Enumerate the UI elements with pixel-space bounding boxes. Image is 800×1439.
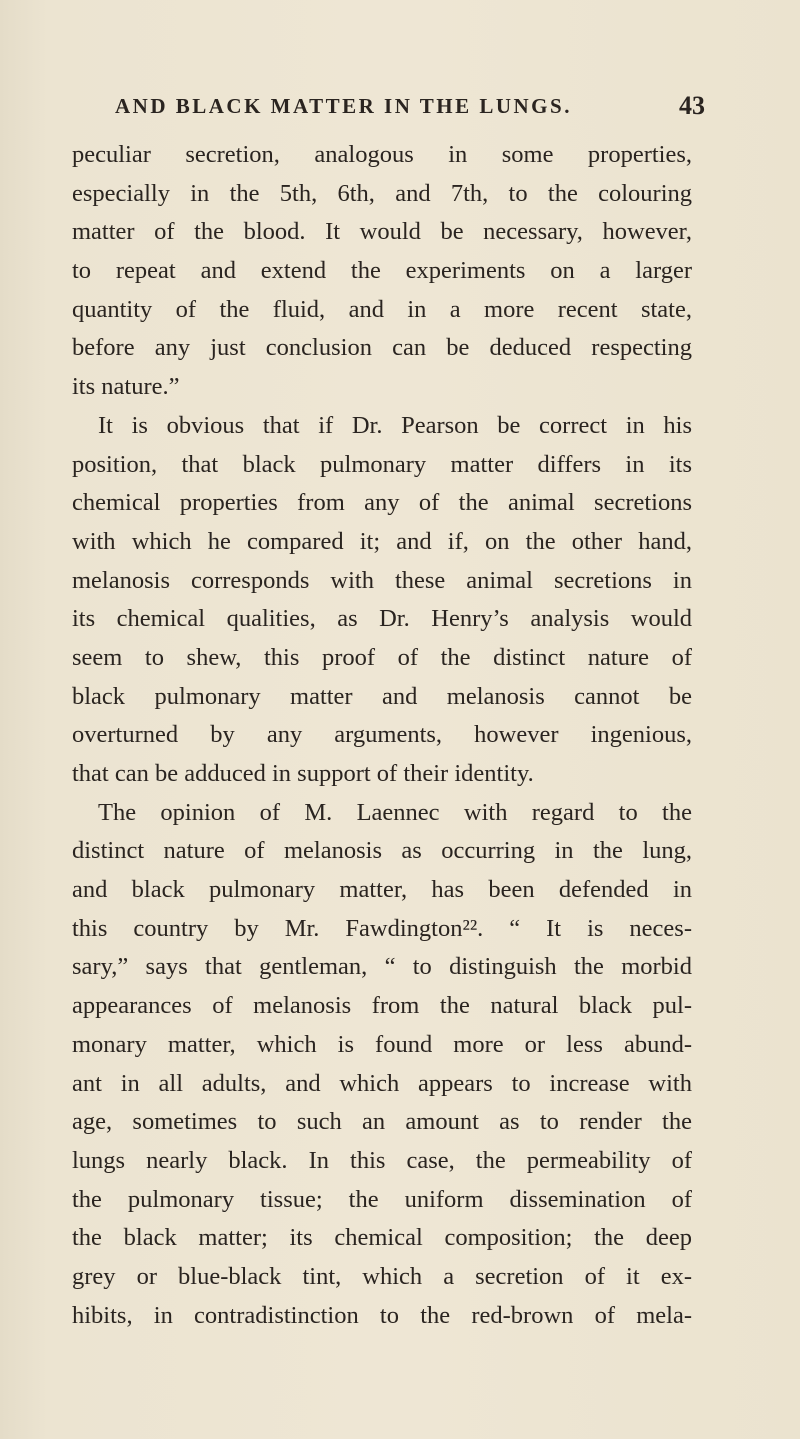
text-line: overturned by any arguments, however ingenious,	[72, 721, 692, 749]
text-line: this country by Mr. Fawdington²². “ It is neces-	[72, 914, 692, 942]
text-line: especially in the 5th, 6th, and 7th, to the colouring	[72, 179, 692, 207]
text-line: grey or blue-black tint, which a secretion of it ex-	[72, 1262, 692, 1290]
text-line: black pulmonary matter and melanosis cannot be	[72, 682, 692, 710]
text-line: quantity of the fluid, and in a more recent state,	[72, 295, 692, 323]
text-line: its chemical qualities, as Dr. Henry’s analysis would	[72, 605, 692, 633]
text-line: melanosis corresponds with these animal secretions in	[72, 566, 692, 594]
text-line: position, that black pulmonary matter differs in its	[72, 450, 692, 478]
text-line: its nature.”	[72, 373, 180, 401]
text-line: ant in all adults, and which appears to increase with	[72, 1069, 692, 1097]
page-number: 43	[679, 91, 705, 120]
text-line: lungs nearly black. In this case, the permeability of	[72, 1146, 692, 1174]
text-line: the black matter; its chemical composition; the deep	[72, 1224, 692, 1252]
text-line: hibits, in contradistinction to the red-brown of mela-	[72, 1301, 692, 1329]
text-line: sary,” says that gentleman, “ to distinguish the morbid	[72, 953, 692, 981]
text-line: before any just conclusion can be deduced respecting	[72, 334, 692, 362]
running-title: AND BLACK MATTER IN THE LUNGS.	[115, 94, 572, 118]
text-line: appearances of melanosis from the natural black pul-	[72, 992, 692, 1020]
text-line: the pulmonary tissue; the uniform dissemination of	[72, 1185, 692, 1213]
text-line: and black pulmonary matter, has been defended in	[72, 876, 692, 904]
text-line: that can be adduced in support of their identity.	[72, 760, 534, 787]
text-line: distinct nature of melanosis as occurring in the lung,	[72, 837, 692, 865]
text-line: monary matter, which is found more or less abund-	[72, 1030, 692, 1058]
paragraph-first-line: It is obvious that if Dr. Pearson be correct in his	[98, 411, 692, 439]
text-line: peculiar secretion, analogous in some properties,	[72, 141, 692, 168]
running-head	[95, 91, 705, 124]
text-line: matter of the blood. It would be necessary, however,	[72, 218, 692, 246]
text-line: with which he compared it; and if, on the other hand,	[72, 527, 692, 555]
text-line: to repeat and extend the experiments on a larger	[72, 257, 692, 285]
text-line: age, sometimes to such an amount as to render the	[72, 1108, 692, 1136]
paragraph-first-line: The opinion of M. Laennec with regard to the	[98, 798, 692, 826]
text-line: seem to shew, this proof of the distinct nature of	[72, 643, 692, 671]
body-text	[72, 136, 692, 1335]
text-line: chemical properties from any of the animal secretions	[72, 489, 692, 517]
